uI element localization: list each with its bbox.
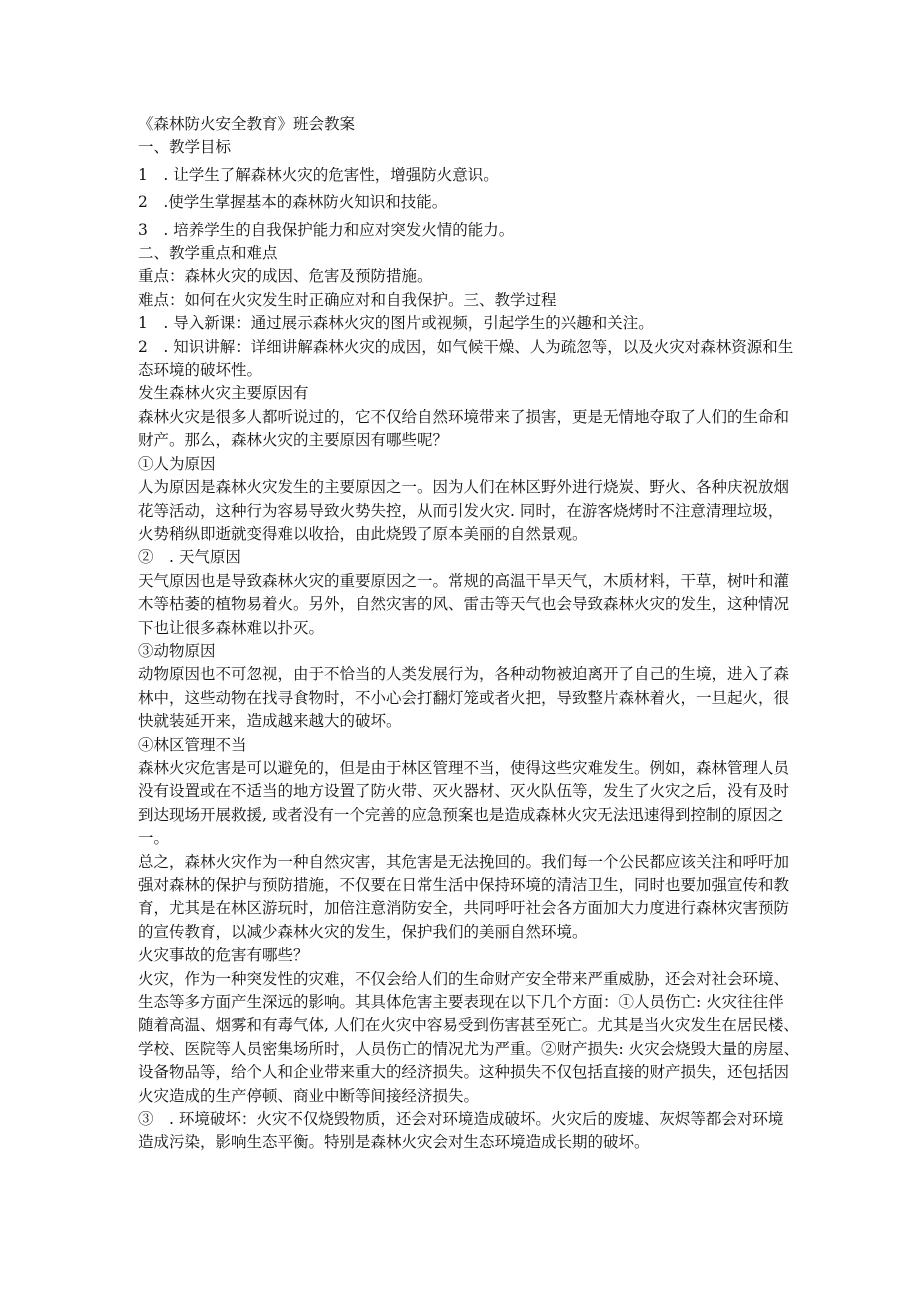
- paragraph-line: 林中，这些动物在找寻食物时，不小心会打翻灯笼或者火把，导致整片森林着火，一旦起火，很: [138, 688, 790, 707]
- paragraph-line: 火灾造成的生产停顿、商业中断等间接经济损失。: [138, 1086, 480, 1105]
- paragraph-line: 态环境的破坏性。: [138, 361, 263, 380]
- paragraph-line: 没有设置或在不适当的地方设置了防火带、灭火器材、灭火队伍等，发生了火灾之后，没有及时: [138, 782, 790, 801]
- paragraph-line: 学校、医院等人员密集场所时，人员伤亡的情况尤为严重。②财产损失: 火灾会烧毁大量的房屋、: [138, 1039, 800, 1058]
- paragraph-line: 到达现场开展救援, 或者没有一个完善的应急预案也是造成森林火灾无法迅速得到控制的原因之: [138, 805, 784, 824]
- section-heading: 发生森林火灾主要原因有: [138, 384, 309, 403]
- paragraph-line: 森林火灾是很多人都听说过的，它不仅给自然环境带来了损害，更是无情地夺取了人们的生命和: [138, 407, 790, 426]
- paragraph-line: 的宣传教育，以减少森林火灾的发生，保护我们的美丽自然环境。: [138, 922, 588, 941]
- paragraph-line: 强对森林的保护与预防措施，不仅要在日常生活中保持环境的清洁卫生，同时也要加强宣传和教: [138, 876, 790, 894]
- paragraph-line: 难点：如何在火灾发生时正确应对和自我保护。三、教学过程: [138, 290, 557, 309]
- paragraph-line: 花等活动，这种行为容易导致火势失控，从而引发火灾. 同时，在游客烧烤时不注意清理垃圾，: [138, 501, 784, 520]
- paragraph-line: 人为原因是森林火灾发生的主要原因之一。因为人们在林区野外进行烧炭、野火、各种庆祝放烟: [138, 478, 790, 497]
- paragraph-line: 重点：森林火灾的成因、危害及预防措施。: [138, 267, 433, 286]
- document-page: [138, 113, 800, 1155]
- paragraph-line: 育，尤其是在林区游玩时，加倍注意消防安全，共同呼吁社会各方面加大力度进行森林灾害预防: [138, 899, 790, 918]
- list-item: 1 . 导入新课：通过展示森林火灾的图片或视频，引起学生的兴趣和关注。: [138, 314, 654, 333]
- section-heading: 火灾事故的危害有哪些？: [138, 946, 309, 965]
- paragraph-line: 火灾，作为一种突发性的灾难，不仅会给人们的生命财产安全带来严重威胁，还会对社会环境、: [138, 969, 790, 988]
- paragraph-line: 动物原因也不可忽视，由于不恰当的人类发展行为，各种动物被迫离开了自己的生境，进入了森: [138, 665, 790, 684]
- paragraph-line: 一。: [138, 829, 170, 848]
- paragraph-line: 火势稍纵即逝就变得难以收拾，由此烧毁了原本美丽的自然景观。: [138, 524, 588, 543]
- paragraph-line: 财产。那么，森林火灾的主要原因有哪些呢？: [138, 431, 449, 450]
- paragraph-line: 总之，森林火灾作为一种自然灾害，其危害是无法挽回的。我们每一个公民都应该关注和呼吁加: [138, 852, 790, 871]
- list-item: 3 . 培养学生的自我保护能力和应对突发火情的能力。: [138, 220, 515, 239]
- paragraph-line: 设备物品等，给个人和企业带来重大的经济损失。这种损失不仅包括直接的财产损失，还包括因: [138, 1063, 790, 1082]
- section-heading: ③动物原因: [138, 641, 216, 660]
- section-heading: ② . 天气原因: [138, 548, 241, 567]
- list-item: 2 . 知识讲解：详细讲解森林火灾的成因，如气候干燥、人为疏忽等，以及火灾对森林资源和生: [138, 337, 794, 356]
- section-heading: ①人为原因: [138, 454, 216, 473]
- paragraph-line: ③ . 环境破坏：火灾不仅烧毁物质，还会对环境造成破坏。火灾后的废墟、灰烬等都会对环境: [138, 1110, 784, 1129]
- section-heading: 一、教学目标: [138, 138, 232, 157]
- paragraph-line: 生态等多方面产生深远的影响。其具体危害主要表现在以下几个方面：①人员伤亡: 火灾往往伴: [138, 993, 784, 1012]
- document-title: 《森林防火安全教育》班会教案: [138, 115, 356, 133]
- paragraph-line: 森林火灾危害是可以避免的，但是由于林区管理不当，使得这些灾难发生。例如，森林管理人员: [138, 758, 790, 777]
- list-item: 1 . 让学生了解森林火灾的危害性，增强防火意识。: [138, 165, 499, 184]
- paragraph-line: 天气原因也是导致森林火灾的重要原因之一。常规的高温干旱天气，木质材料，干草，树叶和灌: [138, 571, 790, 590]
- paragraph-line: 随着高温、烟雾和有毒气体, 人们在火灾中容易受到伤害甚至死亡。尤其是当火灾发生在居民楼、: [138, 1016, 799, 1035]
- section-heading: ④林区管理不当: [138, 735, 247, 754]
- list-item: 2 .使学生掌握基本的森林防火知识和技能。: [138, 193, 448, 212]
- section-heading: 二、教学重点和难点: [138, 244, 278, 263]
- paragraph-line: 下也让很多森林难以扑灭。: [138, 618, 325, 637]
- paragraph-line: 造成污染，影响生态平衡。特别是森林火灾会对生态环境造成长期的破坏。: [138, 1133, 650, 1152]
- paragraph-line: 木等枯萎的植物易着火。另外，自然灾害的风、雷击等天气也会导致森林火灾的发生，这种情况: [138, 595, 790, 614]
- paragraph-line: 快就装延开来，造成越来越大的破坏。: [138, 712, 402, 731]
